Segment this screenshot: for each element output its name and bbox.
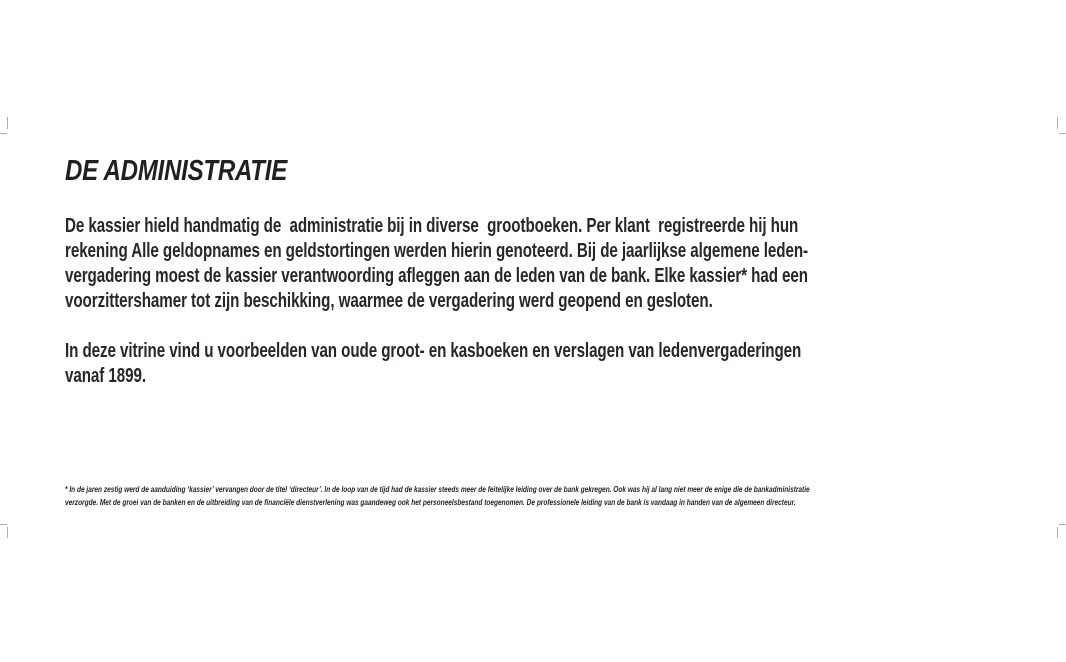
body-line: In deze vitrine vind u voorbeelden van oude groot- en kasboeken en verslagen van ledenvergaderingen (65, 339, 802, 362)
crop-mark-top-right-horizontal (1059, 133, 1066, 134)
body-line: voorzittershamer tot zijn beschikking, waarmee de vergadering werd geopend en gesloten. (65, 289, 713, 312)
crop-mark-bottom-left-vertical (7, 527, 8, 539)
crop-mark-bottom-right-horizontal (1059, 524, 1066, 525)
crop-mark-top-left-horizontal (0, 133, 7, 134)
footnote (65, 483, 810, 508)
body-line: rekening Alle geldopnames en geldstortingen werden hierin genoteerd. Bij de jaarlijkse algemene leden- (65, 239, 809, 262)
body-line: vanaf 1899. (65, 364, 146, 387)
crop-mark-bottom-left-horizontal (0, 524, 7, 525)
page-title: DE ADMINISTRATIE (65, 155, 288, 187)
crop-mark-top-right-vertical (1057, 117, 1058, 129)
footnote-line: verzorgde. Met de groei van de banken en de uitbreiding van de financiële dienstverlening was gaandeweg ook het personeelsbestand toegenomen. De professionele leiding van de bank is vandaag in handen van de algemeen directeur. (65, 496, 796, 507)
body-line: De kassier hield handmatig de administratie bij in diverse grootboeken. Per klant registreerde hij hun (65, 214, 799, 237)
crop-mark-bottom-right-vertical (1057, 527, 1058, 539)
body-paragraph-1 (65, 213, 808, 313)
crop-mark-top-left-vertical (7, 117, 8, 129)
body-line: vergadering moest de kassier verantwoording afleggen aan de leden van de bank. Elke kassier* had een (65, 264, 808, 287)
body-paragraph-2 (65, 338, 801, 388)
footnote-line: * In de jaren zestig werd de aanduiding ‘kassier’ vervangen door de titel ‘directeur’. In de loop van de tijd had de kassier steeds meer de feitelijke leiding over de bank gekregen. Ook was hij al lang niet meer de enige die de bankadministratie (65, 484, 810, 494)
